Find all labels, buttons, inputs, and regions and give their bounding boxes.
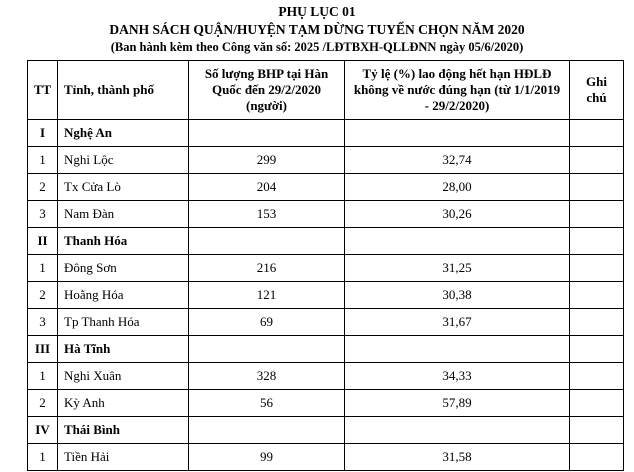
note-cell: [570, 444, 624, 471]
district-name: Nghi Xuân: [58, 363, 189, 390]
worker-count: 153: [189, 201, 345, 228]
overstay-rate: 30,38: [345, 282, 570, 309]
issuance-note: (Ban hành kèm theo Công văn số: 2025 /LĐTBXH-QLLĐNN ngày 05/6/2020): [110, 40, 524, 54]
overstay-rate: 31,58: [345, 444, 570, 471]
overstay-rate: 31,67: [345, 309, 570, 336]
table-row: [28, 255, 624, 282]
overstay-rate: 31,25: [345, 255, 570, 282]
note-cell: [570, 255, 624, 282]
table-row: [28, 363, 624, 390]
province-row: [28, 120, 624, 147]
province-name: Hà Tĩnh: [58, 336, 189, 363]
district-name: Nam Đàn: [58, 201, 189, 228]
row-number: 1: [28, 444, 58, 471]
table-row: [28, 147, 624, 174]
row-number: 1: [28, 147, 58, 174]
col-header-rate: Tỷ lệ (%) lao động hết hạn HĐLĐ không về nước đúng hạn (từ 1/1/2019 - 29/2/2020): [345, 61, 570, 120]
table-row: [28, 390, 624, 417]
note-cell: [570, 309, 624, 336]
overstay-rate: 57,89: [345, 390, 570, 417]
district-name: Tx Cửa Lò: [58, 174, 189, 201]
appendix-title: PHỤ LỤC 01: [278, 4, 356, 19]
district-name: Tp Thanh Hóa: [58, 309, 189, 336]
note-cell: [570, 363, 624, 390]
document-subtitle: DANH SÁCH QUẬN/HUYỆN TẠM DỪNG TUYỂN CHỌN NĂM 2020: [109, 22, 525, 37]
worker-count: 299: [189, 147, 345, 174]
col-header-note: Ghi chú: [570, 61, 624, 120]
group-number: I: [28, 120, 58, 147]
worker-count: 121: [189, 282, 345, 309]
district-name: Tiền Hải: [58, 444, 189, 471]
district-name: Nghi Lộc: [58, 147, 189, 174]
row-number: 3: [28, 309, 58, 336]
province-row: [28, 417, 624, 444]
row-number: 1: [28, 255, 58, 282]
worker-count: 56: [189, 390, 345, 417]
note-cell: [570, 174, 624, 201]
overstay-rate: 34,33: [345, 363, 570, 390]
worker-count: 328: [189, 363, 345, 390]
col-header-count: Số lượng BHP tại Hàn Quốc đến 29/2/2020 (người): [189, 61, 345, 120]
province-row: [28, 336, 624, 363]
group-number: II: [28, 228, 58, 255]
row-number: 2: [28, 390, 58, 417]
table-row: [28, 174, 624, 201]
district-table: [27, 60, 624, 471]
table-row: [28, 444, 624, 471]
note-cell: [570, 282, 624, 309]
district-name: Đông Sơn: [58, 255, 189, 282]
worker-count: 69: [189, 309, 345, 336]
province-row: [28, 228, 624, 255]
province-name: Thái Bình: [58, 417, 189, 444]
worker-count: 216: [189, 255, 345, 282]
row-number: 1: [28, 363, 58, 390]
district-name: Hoằng Hóa: [58, 282, 189, 309]
overstay-rate: 32,74: [345, 147, 570, 174]
row-number: 2: [28, 282, 58, 309]
worker-count: 204: [189, 174, 345, 201]
overstay-rate: 28,00: [345, 174, 570, 201]
overstay-rate: 30,26: [345, 201, 570, 228]
province-name: Thanh Hóa: [58, 228, 189, 255]
table-row: [28, 282, 624, 309]
row-number: 3: [28, 201, 58, 228]
group-number: III: [28, 336, 58, 363]
note-cell: [570, 201, 624, 228]
worker-count: 99: [189, 444, 345, 471]
table-header-row: [28, 61, 624, 120]
table-row: [28, 309, 624, 336]
row-number: 2: [28, 174, 58, 201]
note-cell: [570, 390, 624, 417]
table-row: [28, 201, 624, 228]
col-header-province: Tỉnh, thành phố: [58, 61, 189, 120]
note-cell: [570, 147, 624, 174]
province-name: Nghệ An: [58, 120, 189, 147]
col-header-tt: TT: [28, 61, 58, 120]
group-number: IV: [28, 417, 58, 444]
district-name: Kỳ Anh: [58, 390, 189, 417]
